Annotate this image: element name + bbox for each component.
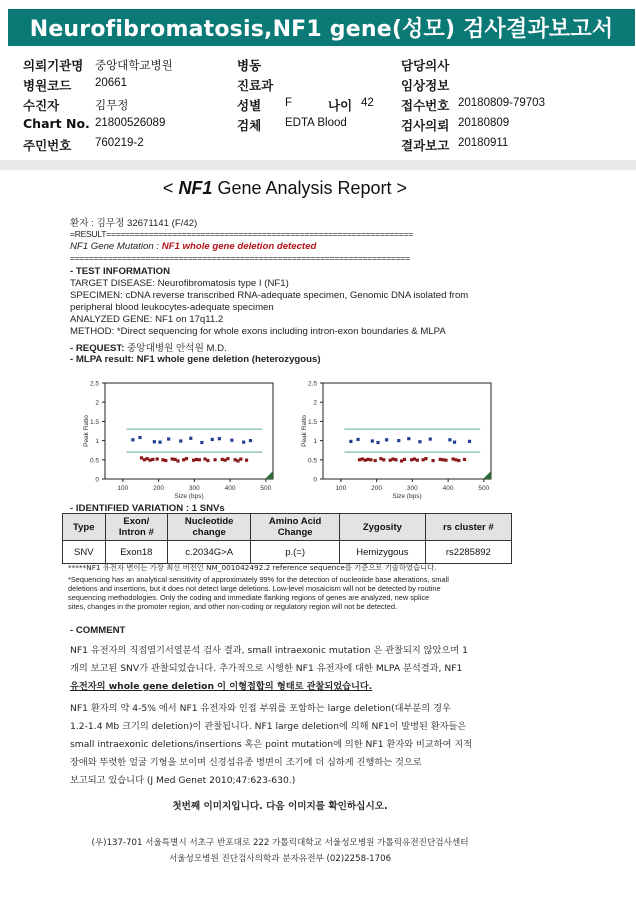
nf1-probe-point [394,458,397,461]
section-divider [0,160,636,170]
nf1-probe-point [182,458,185,461]
label-specimen: 검체 [237,118,262,133]
nf1-probe-point [185,457,188,460]
nf1-probe-point [403,458,406,461]
footnote-3: deletions and insertions, but it does not detect large deletions. Low-level mosaicism will not be detected by routine [68,584,441,593]
x-axis-label: Size (bps) [392,493,422,500]
reference-probe-point [138,436,141,439]
cell-zygosity: Hemizygous [340,541,426,564]
label-request-date: 검사의뢰 [401,118,450,133]
nf1-probe-point [361,457,364,460]
cell-exon: Exon18 [105,541,168,564]
y-axis-label: Peak Ratio [83,415,90,447]
request-label: - REQUEST: [70,343,125,354]
mutation-prefix: NF1 Gene Mutation : [70,241,162,252]
nf1-probe-point [245,459,248,462]
variation-table [62,513,512,564]
title-gene: NF1 [178,178,213,198]
nf1-probe-point [203,457,206,460]
label-report-date: 결과보고 [401,138,450,153]
x-tick-label: 300 [406,485,418,492]
reference-probe-point [468,440,471,443]
x-tick-label: 300 [188,485,200,492]
reference-probe-point [249,439,252,442]
nf1-probe-point [410,458,413,461]
nf1-probe-point [234,458,237,461]
comment-p2-line-2: 1.2-1.4 Mb 크기의 deletion)이 관찰됩니다. NF1 large deletion에 의해 NF1이 발병된 환자들은 [70,721,467,732]
nf1-probe-point [424,457,427,460]
title-prefix: < [162,178,179,198]
reference-probe-point [376,441,379,444]
th-exon-label-2: Intron # [118,527,154,538]
reference-probe-point [153,440,156,443]
value-age: 42 [361,97,374,109]
footnote-1: *****NF1 유전자 변이는 가장 최신 버전인 NM_001042492.2 reference sequence를 기준으로 기술하였습니다. [68,563,437,572]
mlpa-line [70,354,321,365]
reference-probe-point [448,438,451,441]
th-nucleotide-label-2: change [192,527,226,538]
th-exon [105,514,168,541]
reference-probe-point [218,437,221,440]
value-chart-no: 21800526089 [95,117,166,129]
nf1-probe-point [442,458,445,461]
nf1-probe-point [463,458,466,461]
variation-table-header [63,514,512,541]
th-amino-label-1: Amino Acid [268,516,322,527]
nf1-probe-point [164,459,167,462]
cell-rs-cluster: rs2285892 [425,541,511,564]
nf1-probe-point [358,458,361,461]
x-tick-label: 200 [153,485,165,492]
mlpa-value: NF1 whole gene deletion (heterozygous) [136,354,321,365]
reference-probe-point [158,441,161,444]
x-tick-label: 100 [335,485,347,492]
nf1-probe-point [224,459,227,462]
x-tick-label: 500 [478,485,490,492]
y-tick-label: 0 [95,476,99,484]
nf1-probe-point [366,458,369,461]
nf1-probe-point [206,459,209,462]
reference-probe-point [167,437,170,440]
mlpa-chart-left [78,375,283,500]
value-resident-no: 760219-2 [95,137,144,149]
footnote-5: sites, changes in the promoter region, and other non-coding or regulatory region will not be detected. [68,602,398,611]
nf1-probe-point [226,457,229,460]
plot-frame [105,383,273,479]
result-rule-top: =RESULT================================================================= [70,229,413,239]
reference-probe-point [349,440,352,443]
scanned-report-page [0,170,636,911]
reference-probe-point [179,439,182,442]
reference-probe-point [200,441,203,444]
value-receipt-no: 20180809-79703 [458,97,545,109]
patient-line: 환자 : 김무정 32671141 (F/42) [70,218,198,229]
label-resident-no: 주민번호 [23,138,72,153]
nf1-probe-point [457,459,460,462]
cell-nucleotide: c.2034G>A [168,541,251,564]
report-title: Neurofibromatosis,NF1 gene(성모) 검사결과보고서 [29,17,614,42]
label-chart-no: Chart No. [23,116,90,131]
x-tick-label: 100 [117,485,129,492]
label-patient: 수진자 [23,98,60,113]
test-info-heading: - TEST INFORMATION [70,266,171,277]
nf1-probe-point [198,458,201,461]
value-request-date: 20180809 [458,117,510,129]
nf1-probe-point [389,459,392,462]
x-axis-label: Size (bps) [174,493,204,500]
nf1-probe-point [364,459,367,462]
nf1-probe-point [221,458,224,461]
nf1-probe-point [379,457,382,460]
comment-p1-line-3: 유전자의 whole gene deletion 이 이형접합의 형태로 관찰되었습니다. [70,681,373,692]
y-tick-label: 0 [313,476,317,484]
value-institution: 중앙대학교병원 [95,60,173,72]
x-tick-label: 200 [371,485,383,492]
comment-p2-line-4: 장애와 뚜렷한 얼굴 기형을 보이며 신경섬유종 병변이 조기에 더 심하게 진행하는 것으로 [70,757,422,768]
reference-probe-point [230,439,233,442]
label-institution: 의뢰기관명 [23,58,84,73]
specimen-line-2: peripheral blood leukocytes-adequate specimen [70,302,274,313]
first-image-note: 첫번째 이미지입니다. 다음 이미지를 확인하십시오. [172,801,388,812]
label-age: 나이 [328,98,353,113]
footnote-4: sequencing methodologies. Only the coding and immediate flanking regions of genes are analyzed, new splice [68,593,430,602]
reference-probe-point [189,437,192,440]
label-department: 진료과 [237,78,274,93]
nf1-probe-point [431,459,434,462]
nf1-probe-point [239,457,242,460]
method-line: METHOD: *Direct sequencing for whole exons including intron-exon boundaries & MLPA [70,326,446,337]
value-report-date: 20180911 [458,137,509,149]
patient-info-header [0,52,636,155]
nf1-probe-point [369,458,372,461]
y-tick-label: 1.5 [89,418,99,426]
cell-amino-acid: p.(=) [251,541,340,564]
comment-p2-line-5: 보고되고 있습니다 (J Med Genet 2010;47:623-630.) [70,775,296,786]
x-tick-label: 400 [442,485,454,492]
reference-probe-point [385,438,388,441]
y-tick-label: 2.5 [307,380,317,388]
nf1-probe-point [151,458,154,461]
reference-probe-point [242,441,245,444]
nf1-probe-point [454,458,457,461]
mutation-value: NF1 whole gene deletion detected [161,241,317,252]
th-rs-cluster [425,514,511,541]
value-patient: 김무정 [95,100,129,112]
label-sex: 성별 [237,98,262,113]
label-doctor: 담당의사 [401,58,450,73]
reference-probe-point [418,440,421,443]
reference-probe-point [453,441,456,444]
y-tick-label: 0.5 [307,457,317,465]
reference-probe-point [397,439,400,442]
th-nucleotide [168,514,251,541]
th-amino-acid [251,514,340,541]
th-type [63,514,106,541]
comment-p2-line-1: NF1 환자의 약 4-5% 에서 NF1 유전자와 인접 부위를 포함하는 large deletion(대부분의 경우 [70,703,451,714]
nf1-probe-point [171,457,174,460]
mutation-line [70,241,316,252]
specimen-line-1: SPECIMEN: cDNA reverse transcribed RNA-adequate specimen, Genomic DNA isolated from [70,290,469,301]
nf1-probe-point [213,458,216,461]
nf1-probe-point [146,457,149,460]
comment-p2-line-3: small intraexonic deletions/insertions 혹은 point mutation에 의한 NF1 환자와 비교하여 지적 [70,739,473,750]
nf1-probe-point [421,458,424,461]
analysis-report-title [0,178,570,199]
label-ward: 병동 [237,58,262,73]
comment-p1-line-2: 개의 보고된 SNV가 관찰되었습니다. 추가적으로 시행한 NF1 유전자에 대한 MLPA 분석결과, NF1 [70,663,463,674]
reference-probe-point [407,437,410,440]
y-axis-label: Peak Ratio [301,415,308,447]
label-receipt-no: 접수번호 [401,98,450,113]
x-tick-label: 400 [224,485,236,492]
y-tick-label: 2 [313,399,317,407]
footnote-2: *Sequencing has an analytical sensitivity of approximately 99% for the detection of nucleotide base alterations, small [68,575,449,584]
table-row [63,541,512,564]
value-hospital-code: 20661 [95,77,127,89]
nf1-probe-point [140,456,143,459]
y-tick-label: 2 [95,399,99,407]
nf1-probe-point [416,459,419,462]
nf1-probe-point [374,459,377,462]
reference-probe-point [429,437,432,440]
nf1-probe-point [444,459,447,462]
th-amino-label-2: Change [277,527,313,538]
th-type-label: Type [73,521,95,533]
address-line-1: (우)137-701 서울특별시 서초구 반포대로 222 가톨릭대학교 서울성모병원 가톨릭유전진단검사센터 [91,838,469,848]
reference-probe-point [131,438,134,441]
th-nucleotide-label-1: Nucleotide [184,516,234,527]
nf1-probe-point [173,458,176,461]
address-line-2: 서울성모병원 진단검사의학과 분자유전부 (02)2258-1706 [168,854,392,864]
target-disease: TARGET DISEASE: Neurofibromatosis type I (NF1) [70,278,289,289]
reference-probe-point [211,438,214,441]
mlpa-label: - MLPA result: [70,354,137,365]
y-tick-label: 0.5 [89,457,99,465]
plot-frame [323,383,491,479]
mlpa-chart-right [296,375,501,500]
th-zygosity-label: Zygosity [362,521,402,533]
nf1-probe-point [176,459,179,462]
y-tick-label: 1 [313,438,317,446]
nf1-probe-point [391,457,394,460]
value-specimen: EDTA Blood [285,117,347,129]
y-tick-label: 1 [95,438,99,446]
result-rule-bottom: ======================================================================== [70,253,410,263]
report-title-bar [8,9,635,46]
cell-type: SNV [63,541,106,564]
y-tick-label: 1.5 [307,418,317,426]
identified-heading: - IDENTIFIED VARIATION : 1 SNVs [70,503,225,514]
nf1-probe-point [195,458,198,461]
analyzed-gene: ANALYZED GENE: NF1 on 17q11.2 [70,314,224,325]
nf1-probe-point [439,458,442,461]
x-tick-label: 500 [260,485,272,492]
label-clinical-info: 임상정보 [401,78,450,93]
nf1-probe-point [156,457,159,460]
nf1-probe-point [143,458,146,461]
nf1-probe-point [452,457,455,460]
th-rs-label: rs cluster # [442,521,494,533]
reference-probe-point [356,438,359,441]
nf1-probe-point [400,459,403,462]
nf1-probe-point [382,458,385,461]
nf1-probe-point [148,459,151,462]
request-line [70,340,227,354]
value-sex: F [285,97,293,109]
request-value: 중앙대병원 안석원 M.D. [124,343,227,354]
label-hospital-code: 병원코드 [23,78,72,93]
comment-heading: - COMMENT [70,625,126,636]
nf1-probe-point [161,458,164,461]
reference-probe-point [371,439,374,442]
th-exon-label-1: Exon/ [123,516,150,527]
nf1-probe-point [192,459,195,462]
th-zygosity [340,514,426,541]
nf1-probe-point [413,457,416,460]
comment-p1-line-1: NF1 유전자의 직접염기서열분석 검사 결과, small intraexonic mutation 은 관찰되지 않았으며 1 [70,645,468,656]
y-tick-label: 2.5 [89,380,99,388]
nf1-probe-point [236,459,239,462]
title-suffix: Gene Analysis Report > [212,178,408,198]
